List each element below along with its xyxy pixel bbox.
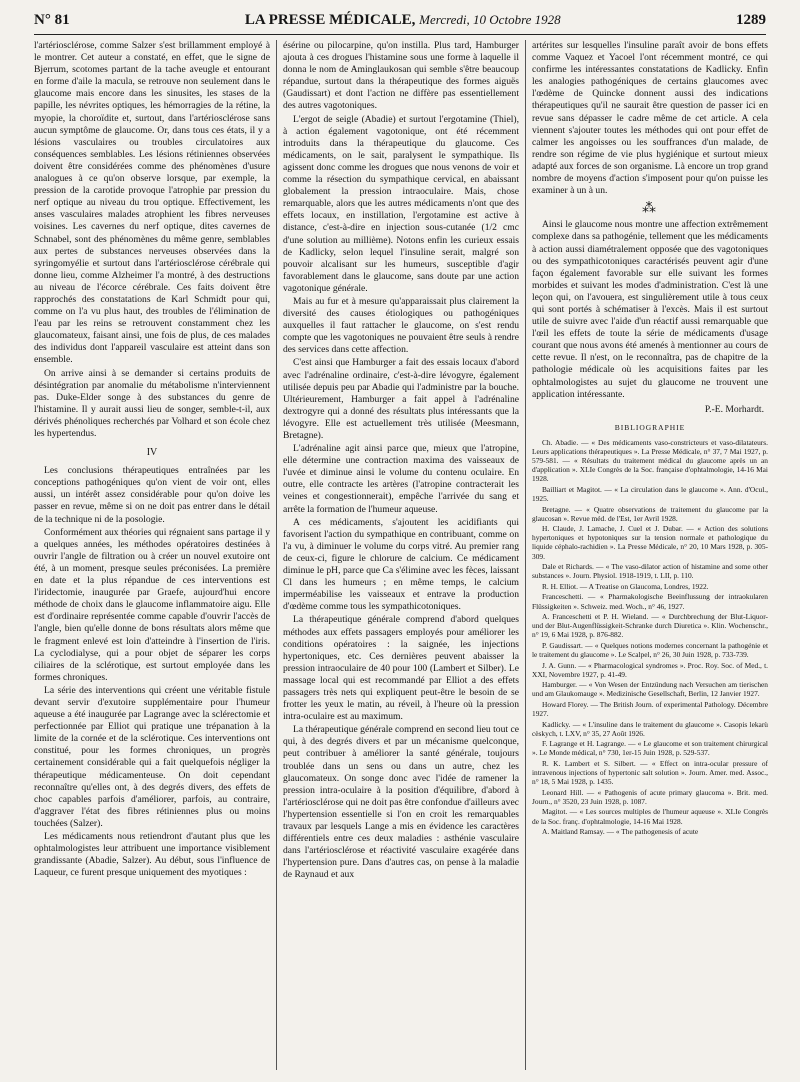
paragraph: A ces médicaments, s'ajoutent les acidifiants qui favorisent l'action du sympathique en contribuant, comme on l'a vu, à diminuer le volume du corps vitré. Au premier rang de ceux-ci, figure le chlorure de calcium. Ce médicament diminue le pH, parce que Ca s'élimine avec les fèces, laissant Cl dans les humeurs ; en même temps, le calcium imperméabilise les vaisseaux et entrave la production d'œdème comme tous les sympathicotoniques.: [283, 516, 519, 613]
paragraph: Les médicaments nous retiendront d'autant plus que les ophtalmologistes leur attribuent une importance visiblement grandissante (Abadie, Salzer). Au début, sous l'influence de Laqueur, ce furent presque uniquement des myotiques :: [34, 831, 270, 879]
paragraph: l'artériosclérose, comme Salzer s'est brillamment employé à le montrer. Cet auteur a constaté, en effet, que le signe de Bjerrum, scotomes partant de la tache aveugle et entourant en forme d'aile la macula, se retrouve non seulement dans le glaucome mais encore dans les sinusites, les stases de la papille, les névrites optiques, les hémorragies de la rétine, la myopie, la choroïdite et, surtout, dans l'artériosclérose sans aucun symptôme de glaucome. Or, dans tous ces états, il y a lésions vasculaires ou troubles circulatoires aux conséquences semblables. Les lésions rétiniennes observées doivent être considérées comme des phénomènes d'usure analogues à ce qu'on observe lorsque, par exemple, la pression de la carotide provoque l'atrophie par pression du nerf optique au niveau du trou optique. Effectivement, les anses vasculaires malades atrophient les fibres nerveuses voisines. Les cavernes du nerf optique, dites cavernes de Schnabel, sont des phénomènes du même genre, semblables aux pertes de substances nerveuses observées dans la syringomyélie et surtout dans l'artériosclérose cérébrale qui donne lieu, comme Alzheimer l'a montré, à des destructions au niveau de l'écorce cérébrale. Ces faits doivent être rapprochés des constatations de Karl Schmidt pour qui, comme on l'a vu plus haut, des troubles de l'élimination de l'eau par les reins se retrouvent constamment chez les glaucomateux, faisant ainsi, une fois de plus, de ces malades des individus dont l'appareil vasculaire est atteint dans son ensemble.: [34, 40, 270, 366]
paragraph: Mais au fur et à mesure qu'apparaissait plus clairement la diversité des causes étiologiques ou pathogéniques auxquelles il faut rattacher le glaucome, on s'est rendu compte que les vagotoniques ne pouvaient être seuls à rendre des services dans cette affection.: [283, 295, 519, 356]
bibliography-entry: Leonard Hill. — « Pathogenis of acute primary glaucoma ». Brit. med. Journ., n° 3520, 23 Juin 1928, p. 1087.: [532, 787, 768, 806]
issue-number: N° 81: [34, 12, 70, 28]
paragraph: On arrive ainsi à se demander si certains produits de désintégration par anomalie du métabolisme n'interviennent pas. Duke-Elder songe à des substances du genre de l'histamine. Il y aurait aussi lieu de songer, semble-t-il, aux dérivés phénoliques recherchés par Volhard et son école chez les hypertendus.: [34, 367, 270, 439]
bibliography-list: [532, 438, 768, 836]
bibliography-entry: J. A. Gunn. — « Pharmacological syndromes ». Proc. Roy. Soc. of Med., t. XXI, Novembre 1927, p. 41-49.: [532, 660, 768, 679]
paragraph: ésérine ou pilocarpine, qu'on instilla. Plus tard, Hamburger ajouta à ces drogues l'histamine sous une forme à laquelle il donna le nom de Aminglaukosan qui semble s'être beaucoup répandue, surtout dans la thérapeutique des formes aiguës (Gaudissart) et dont l'action ne diffère pas essentiellement des autres vagotoniques.: [283, 40, 519, 112]
paragraph: Les conclusions thérapeutiques entraînées par les conceptions pathogéniques qu'on vient de voir ont, elles aussi, un intérêt assez considérable pour qu'on doive les passer en revue, même si on ne doit pas entrer dans le détail de la technique ni de la posologie.: [34, 465, 270, 525]
paragraph: La thérapeutique générale comprend d'abord quelques méthodes aux effets passagers employés pour améliorer les conditions opératoires : la saignée, les injections hypertoniques, etc. Ces dernières peuvent abaisser la pression intraoculaire de 40 pour 100 (Lambert et Silber). Le massage local qui est recommandé par Elliot a des effets passagers très nets qui expliquent peut-être le besoin de se frotter les yeux le matin, au réveil, à l'heure où la pression intra-oculaire est au maximum.: [283, 614, 519, 723]
bibliography-entry: A. Franceschetti et P. H. Wieland. — « Durchbrechung der Blut-Liquor- und der Blut-Augenflüssigkeit-Schranke durch Diuretica ». Klin. Wochenschr., n° 19, 6 Mai 1928, p. 876-882.: [532, 612, 768, 640]
bibliography-entry: Howard Florey. — The British Journ. of experimental Pathology. Décembre 1927.: [532, 699, 768, 719]
paragraph: C'est ainsi que Hamburger a fait des essais locaux d'abord avec l'adrénaline ordinaire, c'est-à-dire lévogyre, également utilisée depuis peu par Abadie qui l'administre par la bouche. Ultérieurement, Hamburger a fait appel à l'adrénaline dextrogyre qui a donné des résultats plus intéressants que la lévogyre. Elle est actuellement très utilisée (Meesmann, Bretagne).: [283, 357, 519, 441]
paragraph: La thérapeutique générale comprend en second lieu tout ce qui, à des degrés divers et par un mécanisme quelconque, peut contribuer à améliorer la santé générale, toujours troublée dans un sens ou dans un autre, chez les glaucomateux. On songe donc avec l'idée de ramener la pression intra-oculaire à la position d'équilibre, d'abord à l'artériosclérose qui ne doit pas être confondue d'ailleurs avec l'hypertension essentielle si l'on en croit les remarquables travaux par lesquels Lange a mis en évidence les caractères différentiels entre ces deux maladies : asthénie vasculaire dans l'artériosclérose et réactivité vasculaire exagérée dans l'hypertension pure. Dans d'autres cas, on pense à la maladie de Raynaud et aux: [283, 724, 519, 881]
journal-line: [245, 12, 561, 29]
bibliography-entry: Kadlicky. — « L'insuline dans le traitement du glaucome ». Casopis lekarù cèskych, t. LXV, n° 35, 27 Août 1926.: [532, 719, 768, 738]
bibliography-entry: P. Gaudissart. — « Quelques notions modernes concernant la pathogénie et le traitement du glaucome ». Le Scalpel, n° 26, 30 Juin 1928, p. 733-739.: [532, 640, 768, 659]
column-rule-1: [276, 40, 277, 1070]
journal-title: LA PRESSE MÉDICALE,: [244, 12, 416, 28]
author-signature: P.-E. Morhardt.: [704, 403, 764, 415]
paragraph: L'adrénaline agit ainsi parce que, mieux que l'atropine, elle détermine une contraction maxima des vaisseaux de l'uvée et diminue ainsi le volume du contenu oculaire. En outre, elle contracte les artères (l'atropine contracterait les veines et congestionnerait), empêche l'arrivée du sang et arrête la formation de l'humeur aqueuse.: [283, 443, 519, 515]
column-1: [34, 40, 270, 1072]
header-rule: [34, 34, 766, 35]
bibliography-entry: Franceschetti. — « Pharmakologische Beeinflussung der intraokularen Flüssigkeiten ». Schweiz. med. Woch., n° 46, 1927.: [532, 592, 768, 611]
page-header: [34, 12, 766, 32]
column-2: [283, 40, 519, 1072]
column-3: [532, 40, 768, 1072]
bibliography-entry: Ch. Abadie. — « Des médicaments vaso-constricteurs et vaso-dilatateurs. Leurs applications thérapeutiques ». La Presse Médicale, n° 37, 7 Mai 1927, p. 579-581. — « Résultats du traitement médical du glaucome après un an d'application ». XLIe Congrès de la Soc. française d'ophtalmologie, 14-16 Mai 1928.: [532, 437, 768, 484]
section-number: IV: [146, 447, 158, 459]
paragraph: L'ergot de seigle (Abadie) et surtout l'ergotamine (Thiel), à action également vagotonique, ont été récemment introduits dans la thérapeutique du glaucome. Ces médicaments, on le sait, paralysent le sympathique. Ils agissent donc comme les drogues que nous venons de voir et comme la résection du sympathique cervical, en abaissant globalement la pression intraoculaire. Mais, chose remarquable, alors que les autres médicaments n'ont que des effets locaux, en instillation, l'ergotamine est active à distance, c'est-à-dire en injection sous-cutanée (1/2 cmc d'une solution au millième). Notons enfin les curieux essais de Kadlicky, selon lequel l'insuline serait, malgré son pouvoir alcalisant sur les humeurs, susceptible d'agir favorablement dans le glaucome, sans doute par une action vagotonique générale.: [283, 113, 519, 294]
bibliography-title: BIBLIOGRAPHIE: [614, 422, 686, 432]
paragraph: Ainsi le glaucome nous montre une affection extrêmement complexe dans sa pathogénie, tellement que les médicaments à action aussi diamétralement opposée que des vagotoniques ou des sympathicotoniques caractérisés peuvent agir d'une façon également favorable sur elle suivant les formes morbides et suivant les modes d'administration. C'est là une leçon qui, on l'avouera, est singulièrement utile à tous ceux qui sont portés à schématiser à l'excès. Mais il est surtout utile de suivre avec l'aide d'un réactif aussi remarquable que l'œil les effets de toute la série de médicaments d'usage courant que nous avons été amenés à mentionner au cours de cette revue. Il n'est, on le reconnaîtra, pas de chapitre de la pathologie médicale où les acquisitions faites par les ophtalmologistes au sujet du glaucome ne trouvent une application intéressante.: [532, 219, 768, 400]
paragraph: La série des interventions qui créent une véritable fistule devant servir d'exutoire supplémentaire pour l'humeur aqueuse a été inaugurée par Lagrange avec la sclérectomie et perfectionnée par Elliot qui pratique une trépanation à la limite de la cornée et de la sclérotique. Ces interventions ont constitué, pour les formes chroniques, un progrès certainement considérable qui a fait quelquefois négliger la thérapeutique médicamenteuse. On doit cependant reconnaître qu'elles ont, à des degrés divers, des effets de choc capables parfois d'améliorer, parfois, au contraire, d'aggraver l'état des fibres rétiniennes plus ou moins touchées (Salzer).: [34, 684, 270, 829]
page-number: 1289: [736, 12, 766, 28]
asterism-divider: ⁂: [642, 201, 658, 217]
bibliography-entry: Bailliart et Magitot. — « La circulation dans le glaucome ». Ann. d'Ocul., 1925.: [532, 484, 768, 503]
bibliography-entry: R. H. Elliot. — A Treatise on Glaucoma, Londres, 1922.: [542, 581, 709, 591]
paragraph: artérites sur lesquelles l'insuline paraît avoir de bons effets comme Vaquez et Yacoel l'ont récemment montré, ce qui confirme les intéressantes constatations de Kadlicky. Enfin les analogies pathogéniques de certains glaucomes avec l'œdème de Quincke donnent aussi des indications thérapeutiques qu'il ne saurait être question de passer ici en revue sans dépasser le cadre même de cet article. A cela viennent s'ajouter toutes les méthodes qui ont pour effet de calmer les angoisses ou les souffrances d'un malade, de rendre son régime de vie plus hygiénique et surtout mieux adapté aux forces de son organisme. Là encore un trop grand nombre de moyens d'action s'imposent pour qu'on puisse les examiner à un à un.: [532, 40, 768, 197]
issue-date: Mercredi, 10 Octobre 1928: [419, 12, 561, 27]
paragraph: Conformément aux théories qui régnaient sans partage il y a quelques années, les méthodes opératoires destinées à ouvrir l'angle de filtration ou à créer un nouvel exutoire ont été, à un moment, presque seules préconisées. La première en date et la plus répandue de ces interventions est l'iridectomie, inaugurée par Graefe, aujourd'hui encore méthode de choix dans le glaucome inflammatoire aigu. Elle est d'ordinaire représentée comme capable d'ouvrir l'accès de l'angle, bien qu'elle donne de bons résultats alors même que le fragment enlevé est loin d'atteindre à l'insertion de l'iris. La cyclodialyse, qui a pour objet de séparer les corps ciliaires de la sclérotique, est surtout employée dans les formes chroniques.: [34, 526, 270, 683]
bibliography-entry: Magitot. — « Les sources multiples de l'humeur aqueuse ». XLIe Congrès de la Soc. franç. d'ophtalmologie, 14-16 Mai 1928.: [532, 807, 768, 826]
bibliography-entry: H. Claude, J. Lamache, J. Cuel et J. Dubar. — « Action des solutions hypertoniques et hypotoniques sur la tension normale et pathologique du liquide céphalo-rachidien ». La Presse Médicale, n° 20, 10 Mars 1928, p. 305-309.: [532, 524, 768, 561]
bibliography-entry: F. Lagrange et H. Lagrange. — « Le glaucome et son traitement chirurgical ». Le Monde médical, n° 730, 1er-15 Juin 1928, p. 529-537.: [532, 739, 768, 758]
bibliography-entry: R. K. Lambert et S. Silbert. — « Effect on intra-ocular pressure of intravenous injections of hypertonic salt solution ». Journ. Amer. med. Assoc., n° 18, 5 Mai 1928, p. 1435.: [532, 759, 768, 787]
column-rule-2: [525, 40, 526, 1070]
bibliography-entry: Bretagne. — « Quatre observations de traitement du glaucome par la glaucosan ». Revue méd. de l'Est, 1er Avril 1928.: [532, 504, 768, 523]
bibliography-entry: A. Maitland Ramsay. — « The pathogenesis of acute: [542, 827, 699, 837]
bibliography-entry: Hamburger. — « Von Wesen der Entzündung nach Versuchen am tierischen und am Glaukomauge ». Medizinische Gesellschaft, Berlin, 12 Janvier 1927.: [532, 680, 768, 699]
bibliography-entry: Dale et Richards. — « The vaso-dilator action of histamine and some other substances ». Journ. Physiol. 1918-1919, t. LII, p. 110.: [532, 562, 768, 581]
